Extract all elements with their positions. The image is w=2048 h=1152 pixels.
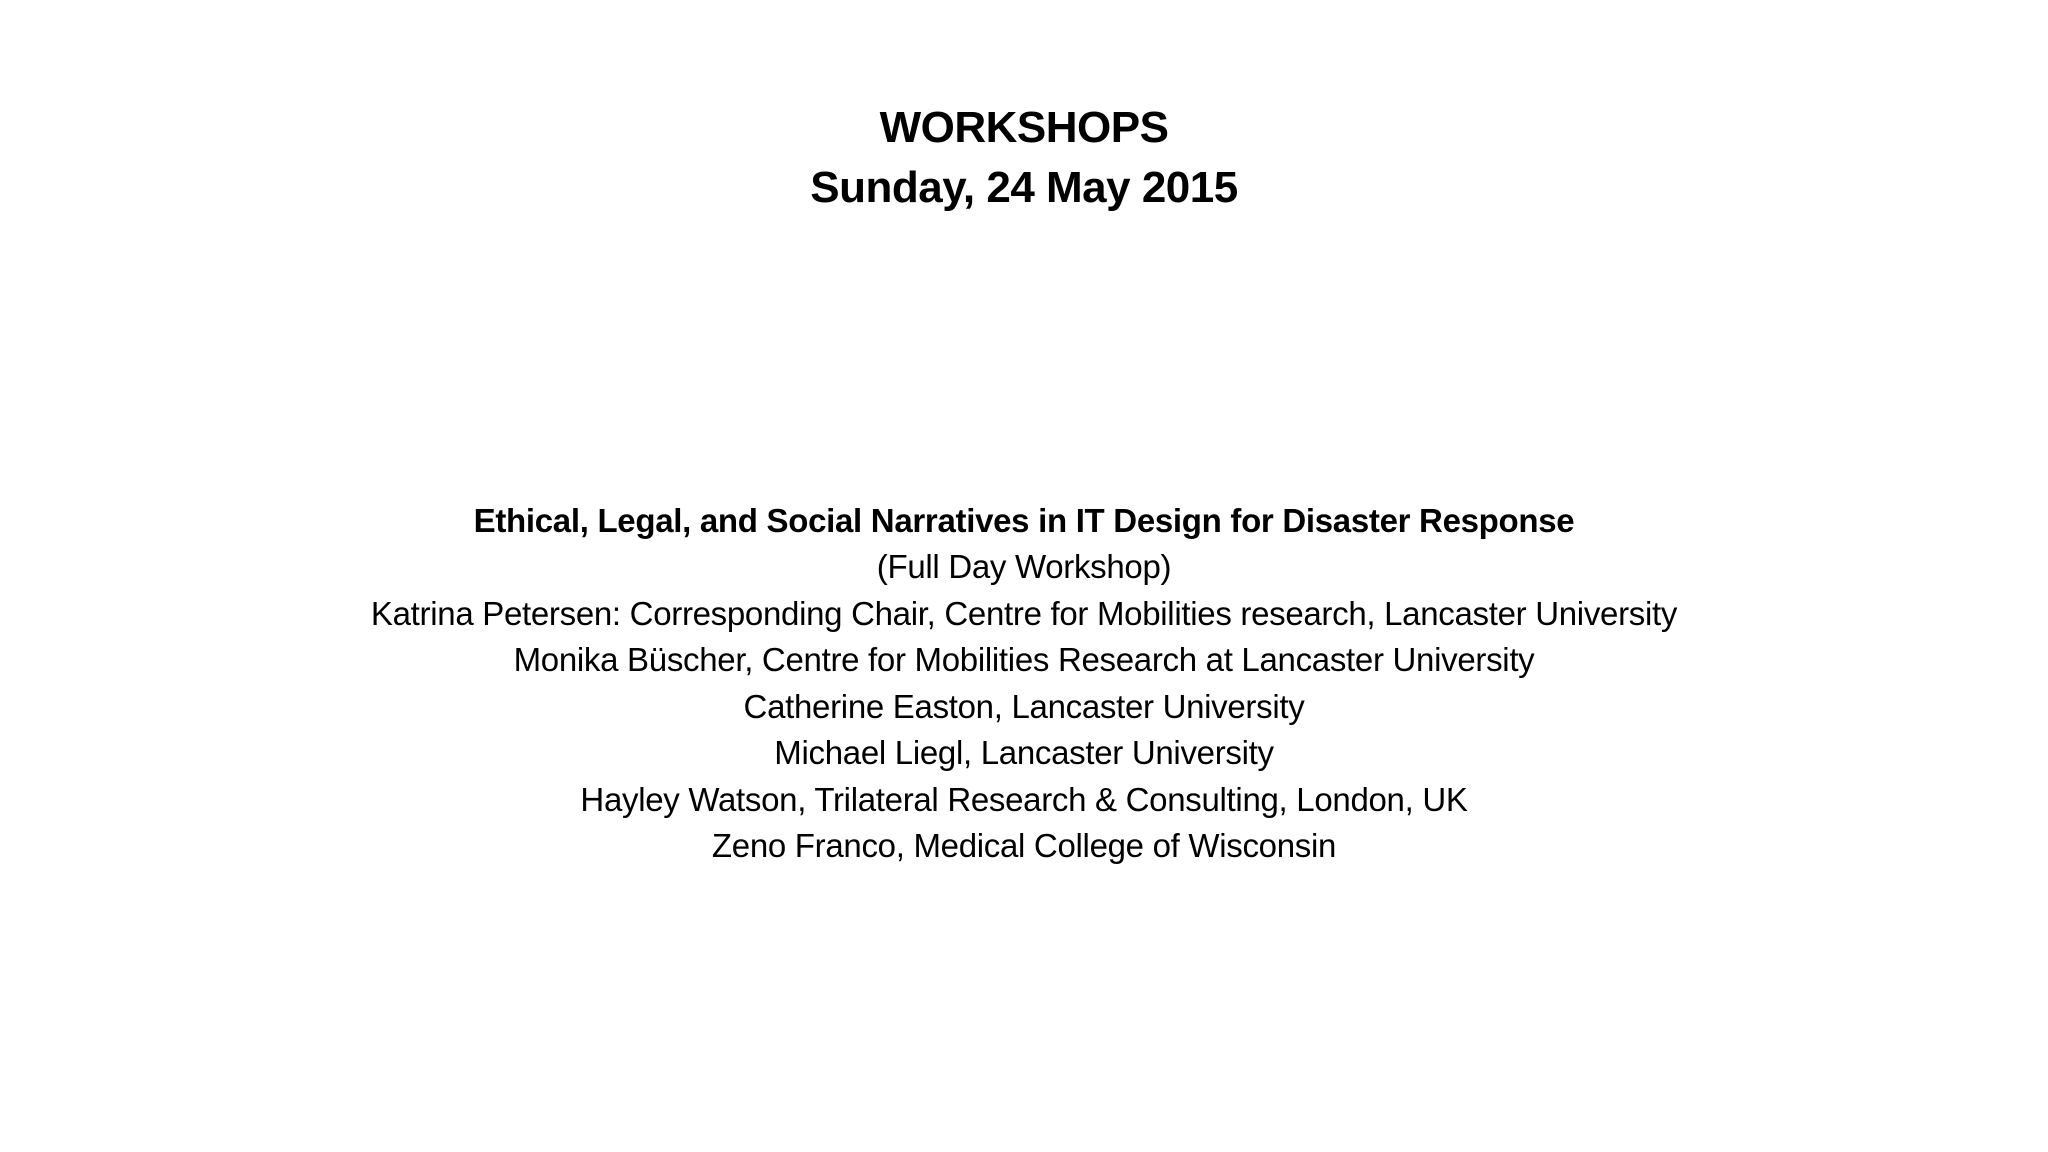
organizer-line: Michael Liegl, Lancaster University (774, 734, 1274, 771)
organizer-line: Monika Büscher, Centre for Mobilities Research at Lancaster University (513, 641, 1535, 678)
workshop-title: Ethical, Legal, and Social Narratives in IT Design for Disaster Response (473, 502, 1575, 539)
slide-header (0, 98, 2048, 218)
organizer-line: Zeno Franco, Medical College of Wisconsin (711, 827, 1337, 864)
organizer-line: Catherine Easton, Lancaster University (743, 687, 1305, 725)
organizer-line: Katrina Petersen: Corresponding Chair, Centre for Mobilities research, Lancaster University (370, 594, 1678, 632)
workshop-format: (Full Day Workshop) (876, 548, 1172, 585)
organizer-line: Hayley Watson, Trilateral Research & Consulting, London, UK (580, 780, 1468, 818)
workshop-block (0, 498, 2048, 870)
event-date: Sunday, 24 May 2015 (810, 163, 1238, 212)
page-title: WORKSHOPS (879, 103, 1169, 152)
